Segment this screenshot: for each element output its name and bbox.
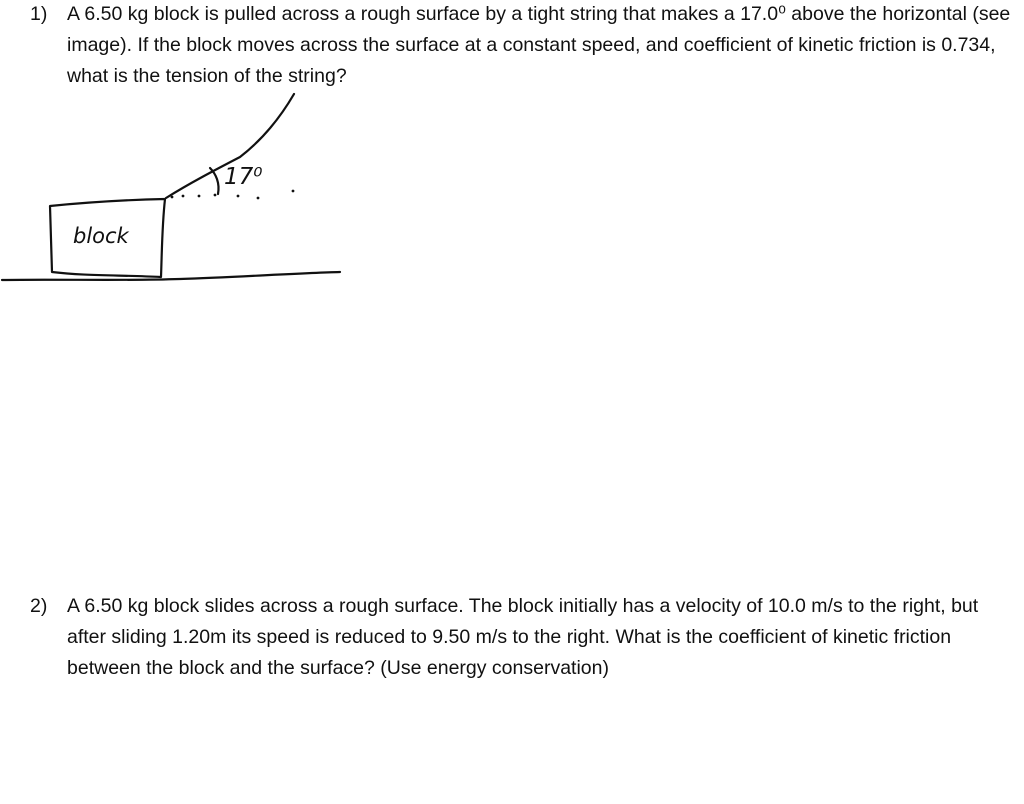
question-2-text: A 6.50 kg block slides across a rough surface. The block initially has a velocity of 10.0 m/s to the right, but after sliding 1.20m its speed is reduced to 9.50 m/s to the right. What is the coefficient of kinetic friction between the block and the surface? (Use energy conservation) [67, 595, 979, 679]
horizontal-reference-dots [171, 190, 295, 200]
question-1-text: A 6.50 kg block is pulled across a rough surface by a tight string that makes a 17.0⁰ above the horizontal (see image). If the block moves across the surface at a constant speed, and coefficient of kinetic friction is 0.734, what is the tension of the string? [67, 3, 1011, 87]
block-string-diagram [0, 85, 350, 295]
angle-label: 17⁰ [224, 164, 263, 190]
question-2 [30, 591, 1015, 684]
block-label: block [73, 224, 129, 248]
ground-line [2, 272, 340, 280]
question-2-number: 2) [30, 595, 48, 617]
question-1 [30, 0, 1015, 92]
question-1-number: 1) [30, 3, 48, 25]
